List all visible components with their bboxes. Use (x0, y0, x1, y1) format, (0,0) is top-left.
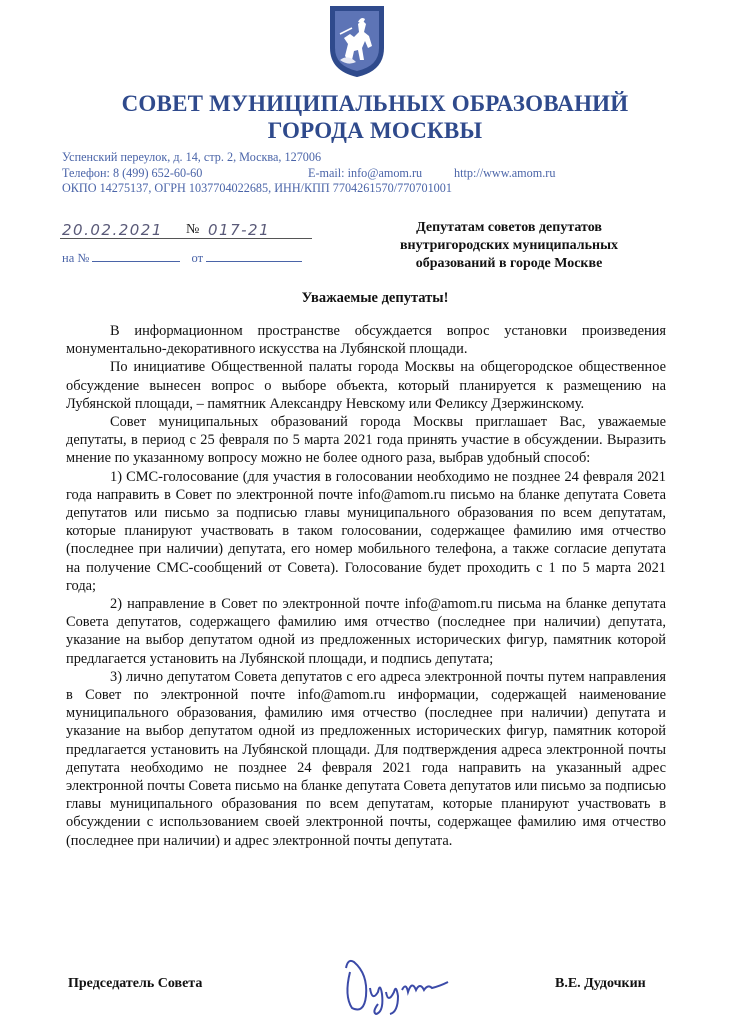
contact-block (62, 150, 702, 197)
registration-date: 20.02.2021 (62, 221, 163, 239)
greeting: Уважаемые депутаты! (301, 290, 449, 306)
signatory-name: В.Е. Дудочкин (555, 976, 646, 991)
phone-line: Телефон: 8 (499) 652-60-60 (62, 165, 203, 180)
from-label: от (191, 251, 204, 265)
option-item: 1) СМС-голосование (для участия в голосовании необходимо не позднее 24 февраля 2021 года направить в Совет по электронной почте info@amom.ru письмо на бланке депутата Совета депутатов или письмо за подписью главы муниципального образования по всем депутатам, которые планируют участвовать в таком голосовании, содержащее фамилию имя отчество (последнее при наличии) депутата, его номер мобильного телефона, а также согласие депутата на получение СМС-сообщений от Совета). Голосование будет проходить с 1 по 5 марта 2021 года; (66, 468, 666, 594)
organization-title (0, 90, 750, 144)
email-line: E-mail: info@amom.ru (308, 165, 423, 180)
paragraph: Совет муниципальных образований города Москвы приглашает Вас, уважаемые депутаты, в период с 25 февраля по 5 марта 2021 года принять участие в обсуждении. Выразить мнение по указанному вопросу можно не более одного раза, выбрав удобный способ: (66, 414, 666, 467)
reply-reference-line (62, 251, 302, 266)
moscow-coat-of-arms-icon (328, 4, 386, 78)
handwritten-signature-icon (336, 952, 466, 1016)
address-line: Успенский переулок, д. 14, стр. 2, Москва, 127006 (62, 150, 322, 164)
number-sign: № (186, 222, 200, 237)
option-item: 3) лично депутатом Совета депутатов с его адреса электронной почты путем направления в Совет по электронной почте info@amom.ru информации, содержащей наименование муниципального образования, фамилию имя отчество (последнее при наличии) депутата и указание на выбор депутатом одной из предложенных исторических фигур, памятник которой предлагается установить на Лубянской площади. Для подтверждения адреса электронной почты депутата необходимо не позднее 24 февраля 2021 года направить на указанный адрес электронной почты Совета письмо на бланке депутата Совета депутатов или письмо за подписью главы муниципального образования по всем депутатам, которые планируют участвовать в обсуждении с использованием своей электронной почты, содержащее фамилию имя отчество (последнее при наличии) и адрес электронной почты депутата. (66, 668, 666, 849)
option-item: 2) направление в Совет по электронной почте info@amom.ru письма на бланке депутата Совета депутатов, содержащего фамилию имя отчество (последнее при наличии) депутата, указание на выбор депутатом одной из предложенных исторических фигур, памятник которой предлагается установить на Лубянской площади, и подпись депутата; (66, 596, 666, 667)
letter-body (66, 322, 666, 850)
organization-title-line1: СОВЕТ МУНИЦИПАЛЬНЫХ ОБРАЗОВАНИЙ (121, 91, 629, 116)
registration-number: 017-21 (208, 221, 271, 239)
paragraph: В информационном пространстве обсуждается вопрос установки произведения монументально-декоративного искусства на Лубянской площади. (66, 323, 666, 358)
registration-line (60, 218, 312, 239)
in-reply-to-label: на № (62, 251, 90, 265)
addressee: Депутатам советов депутатов внутригородских муниципальных образований в городе Москве (399, 220, 619, 271)
organization-title-line2: ГОРОДА МОСКВЫ (267, 118, 483, 143)
signatory-position: Председатель Совета (68, 976, 203, 991)
website-line: http://www.amom.ru (454, 165, 556, 180)
registry-codes-line: ОКПО 14275137, ОГРН 1037704022685, ИНН/КПП 7704261570/770701001 (62, 181, 452, 195)
paragraph: По инициативе Общественной палаты города Москвы на общегородское общественное обсуждение вынесен вопрос о выборе объекта, который планируется к размещению на Лубянской площади, – памятник Александру Невскому или Феликсу Дзержинскому. (66, 359, 666, 412)
